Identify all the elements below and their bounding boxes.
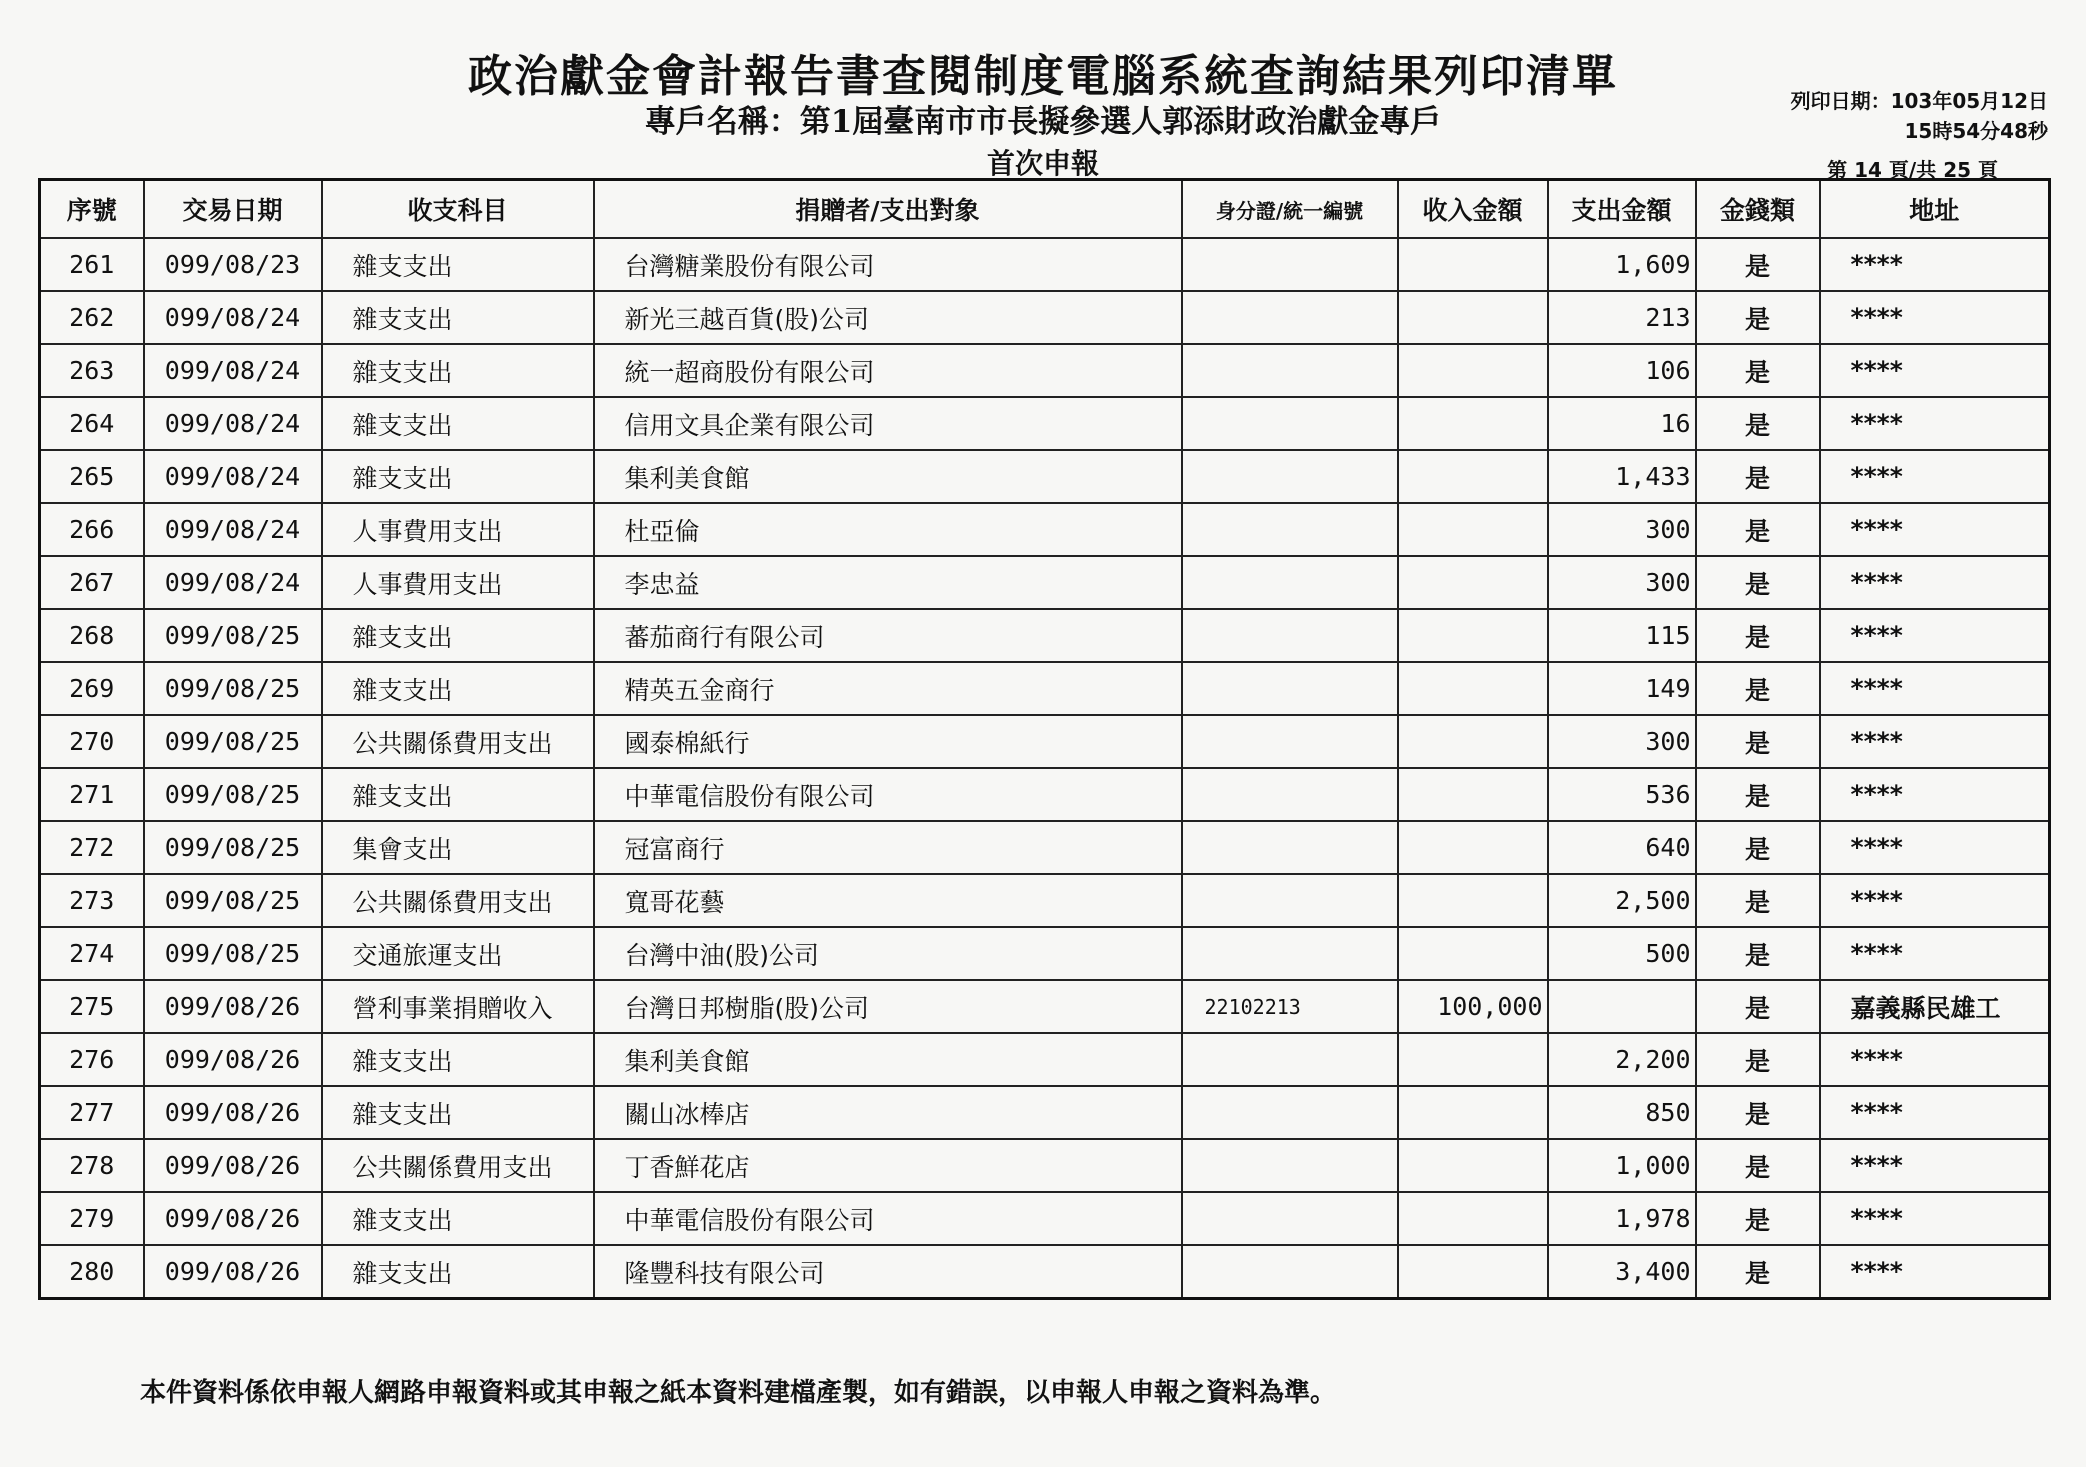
cell-id [1182, 238, 1398, 291]
cell-target: 寬哥花藝 [594, 874, 1182, 927]
table-row [40, 291, 2050, 344]
table-row [40, 821, 2050, 874]
cell-target: 冠富商行 [594, 821, 1182, 874]
cell-target: 台灣中油(股)公司 [594, 927, 1182, 980]
cell-target: 新光三越百貨(股)公司 [594, 291, 1182, 344]
col-header-income: 收入金額 [1398, 180, 1548, 239]
cell-address: **** [1820, 291, 2050, 344]
print-date: 列印日期：103年05月12日 [1790, 89, 2048, 113]
table-row [40, 1245, 2050, 1299]
cell-address: **** [1820, 1086, 2050, 1139]
cell-expense: 2,200 [1548, 1033, 1696, 1086]
col-header-category: 收支科目 [322, 180, 594, 239]
cell-target: 信用文具企業有限公司 [594, 397, 1182, 450]
table-row [40, 238, 2050, 291]
cell-address: **** [1820, 1139, 2050, 1192]
cell-income [1398, 397, 1548, 450]
table-row [40, 980, 2050, 1033]
cell-income [1398, 503, 1548, 556]
cell-money: 是 [1696, 503, 1820, 556]
cell-target: 中華電信股份有限公司 [594, 1192, 1182, 1245]
cell-id [1182, 927, 1398, 980]
cell-id [1182, 556, 1398, 609]
cell-no: 276 [40, 1033, 144, 1086]
cell-category: 公共關係費用支出 [322, 715, 594, 768]
cell-money: 是 [1696, 344, 1820, 397]
col-header-expense: 支出金額 [1548, 180, 1696, 239]
cell-id [1182, 821, 1398, 874]
cell-category: 人事費用支出 [322, 503, 594, 556]
cell-expense: 500 [1548, 927, 1696, 980]
table-row [40, 874, 2050, 927]
cell-date: 099/08/24 [144, 397, 322, 450]
cell-target: 隆豐科技有限公司 [594, 1245, 1182, 1299]
cell-income [1398, 927, 1548, 980]
cell-category: 雜支支出 [322, 1033, 594, 1086]
cell-income [1398, 556, 1548, 609]
cell-no: 263 [40, 344, 144, 397]
cell-income [1398, 874, 1548, 927]
cell-id [1182, 503, 1398, 556]
cell-money: 是 [1696, 397, 1820, 450]
cell-target: 集利美食館 [594, 450, 1182, 503]
print-time: 15時54分48秒 [1904, 119, 2048, 143]
cell-money: 是 [1696, 1086, 1820, 1139]
cell-id [1182, 715, 1398, 768]
cell-income: 100,000 [1398, 980, 1548, 1033]
cell-date: 099/08/24 [144, 291, 322, 344]
cell-expense: 640 [1548, 821, 1696, 874]
cell-no: 261 [40, 238, 144, 291]
cell-expense: 1,978 [1548, 1192, 1696, 1245]
table-row [40, 1139, 2050, 1192]
cell-no: 272 [40, 821, 144, 874]
cell-target: 關山冰棒店 [594, 1086, 1182, 1139]
col-header-id: 身分證/統一編號 [1182, 180, 1398, 239]
cell-address: **** [1820, 874, 2050, 927]
table-row [40, 1192, 2050, 1245]
table-row [40, 344, 2050, 397]
col-header-target: 捐贈者/支出對象 [594, 180, 1182, 239]
cell-target: 台灣日邦樹脂(股)公司 [594, 980, 1182, 1033]
cell-expense: 850 [1548, 1086, 1696, 1139]
cell-id [1182, 1139, 1398, 1192]
col-header-date: 交易日期 [144, 180, 322, 239]
cell-target: 統一超商股份有限公司 [594, 344, 1182, 397]
cell-income [1398, 1033, 1548, 1086]
cell-money: 是 [1696, 1033, 1820, 1086]
table-row [40, 556, 2050, 609]
cell-category: 雜支支出 [322, 1245, 594, 1299]
cell-id [1182, 768, 1398, 821]
cell-date: 099/08/26 [144, 1192, 322, 1245]
cell-id [1182, 609, 1398, 662]
cell-no: 278 [40, 1139, 144, 1192]
cell-expense: 213 [1548, 291, 1696, 344]
cell-address: **** [1820, 715, 2050, 768]
cell-category: 集會支出 [322, 821, 594, 874]
cell-no: 280 [40, 1245, 144, 1299]
cell-target: 杜亞倫 [594, 503, 1182, 556]
cell-expense: 300 [1548, 503, 1696, 556]
cell-no: 265 [40, 450, 144, 503]
cell-date: 099/08/25 [144, 609, 322, 662]
table-row [40, 609, 2050, 662]
cell-no: 275 [40, 980, 144, 1033]
cell-category: 人事費用支出 [322, 556, 594, 609]
cell-id [1182, 1033, 1398, 1086]
cell-address: **** [1820, 1192, 2050, 1245]
cell-date: 099/08/24 [144, 344, 322, 397]
cell-money: 是 [1696, 1245, 1820, 1299]
cell-expense: 149 [1548, 662, 1696, 715]
cell-income [1398, 291, 1548, 344]
cell-address: 嘉義縣民雄工 [1820, 980, 2050, 1033]
cell-expense: 106 [1548, 344, 1696, 397]
table-header-row [40, 180, 2050, 239]
cell-target: 國泰棉紙行 [594, 715, 1182, 768]
cell-id [1182, 450, 1398, 503]
cell-address: **** [1820, 1245, 2050, 1299]
cell-category: 雜支支出 [322, 397, 594, 450]
table-row [40, 768, 2050, 821]
cell-no: 274 [40, 927, 144, 980]
cell-address: **** [1820, 556, 2050, 609]
cell-date: 099/08/24 [144, 503, 322, 556]
table-row [40, 662, 2050, 715]
cell-id [1182, 1086, 1398, 1139]
cell-income [1398, 662, 1548, 715]
cell-target: 李忠益 [594, 556, 1182, 609]
cell-expense: 300 [1548, 715, 1696, 768]
footer-note: 本件資料係依申報人網路申報資料或其申報之紙本資料建檔產製，如有錯誤，以申報人申報之資料為準。 [140, 1378, 1337, 1408]
cell-address: **** [1820, 1033, 2050, 1086]
cell-no: 273 [40, 874, 144, 927]
cell-date: 099/08/25 [144, 874, 322, 927]
cell-category: 營利事業捐贈收入 [322, 980, 594, 1033]
cell-money: 是 [1696, 821, 1820, 874]
cell-category: 雜支支出 [322, 344, 594, 397]
cell-no: 269 [40, 662, 144, 715]
cell-money: 是 [1696, 238, 1820, 291]
table-row [40, 1086, 2050, 1139]
cell-id [1182, 1245, 1398, 1299]
cell-no: 262 [40, 291, 144, 344]
cell-no: 268 [40, 609, 144, 662]
cell-income [1398, 821, 1548, 874]
cell-address: **** [1820, 503, 2050, 556]
cell-expense [1548, 980, 1696, 1033]
cell-date: 099/08/26 [144, 1033, 322, 1086]
cell-date: 099/08/26 [144, 1245, 322, 1299]
cell-category: 雜支支出 [322, 768, 594, 821]
cell-expense: 1,433 [1548, 450, 1696, 503]
cell-money: 是 [1696, 609, 1820, 662]
cell-no: 271 [40, 768, 144, 821]
cell-no: 270 [40, 715, 144, 768]
cell-date: 099/08/24 [144, 450, 322, 503]
cell-id [1182, 291, 1398, 344]
cell-income [1398, 344, 1548, 397]
report-type: 首次申報 [986, 147, 1099, 180]
cell-no: 267 [40, 556, 144, 609]
cell-category: 公共關係費用支出 [322, 874, 594, 927]
cell-date: 099/08/25 [144, 662, 322, 715]
col-header-money: 金錢類 [1696, 180, 1820, 239]
cell-income [1398, 450, 1548, 503]
table-row [40, 503, 2050, 556]
cell-money: 是 [1696, 556, 1820, 609]
cell-address: **** [1820, 927, 2050, 980]
cell-category: 雜支支出 [322, 1086, 594, 1139]
cell-id [1182, 874, 1398, 927]
cell-category: 公共關係費用支出 [322, 1139, 594, 1192]
cell-category: 雜支支出 [322, 609, 594, 662]
table-row [40, 1033, 2050, 1086]
cell-date: 099/08/25 [144, 715, 322, 768]
cell-id [1182, 344, 1398, 397]
cell-money: 是 [1696, 927, 1820, 980]
cell-address: **** [1820, 768, 2050, 821]
print-date-block [1728, 86, 2048, 146]
cell-no: 266 [40, 503, 144, 556]
cell-no: 277 [40, 1086, 144, 1139]
cell-address: **** [1820, 609, 2050, 662]
cell-id: 22102213 [1182, 980, 1398, 1033]
table-row [40, 397, 2050, 450]
cell-date: 099/08/25 [144, 768, 322, 821]
cell-income [1398, 1245, 1548, 1299]
cell-target: 精英五金商行 [594, 662, 1182, 715]
cell-money: 是 [1696, 980, 1820, 1033]
cell-date: 099/08/23 [144, 238, 322, 291]
cell-id [1182, 1192, 1398, 1245]
cell-category: 雜支支出 [322, 238, 594, 291]
cell-expense: 300 [1548, 556, 1696, 609]
cell-category: 雜支支出 [322, 450, 594, 503]
cell-category: 雜支支出 [322, 291, 594, 344]
cell-date: 099/08/26 [144, 1086, 322, 1139]
page-title: 政治獻金會計報告書查閱制度電腦系統查詢結果列印清單 [468, 51, 1618, 102]
cell-date: 099/08/25 [144, 927, 322, 980]
table-row [40, 450, 2050, 503]
cell-income [1398, 715, 1548, 768]
cell-money: 是 [1696, 1139, 1820, 1192]
cell-target: 台灣糖業股份有限公司 [594, 238, 1182, 291]
cell-date: 099/08/26 [144, 980, 322, 1033]
cell-target: 集利美食館 [594, 1033, 1182, 1086]
cell-income [1398, 768, 1548, 821]
cell-expense: 1,609 [1548, 238, 1696, 291]
col-header-address: 地址 [1820, 180, 2050, 239]
cell-money: 是 [1696, 662, 1820, 715]
cell-address: **** [1820, 662, 2050, 715]
cell-income [1398, 1139, 1548, 1192]
cell-money: 是 [1696, 874, 1820, 927]
cell-expense: 2,500 [1548, 874, 1696, 927]
cell-money: 是 [1696, 291, 1820, 344]
cell-expense: 1,000 [1548, 1139, 1696, 1192]
cell-date: 099/08/26 [144, 1139, 322, 1192]
cell-id [1182, 397, 1398, 450]
cell-income [1398, 1192, 1548, 1245]
cell-money: 是 [1696, 768, 1820, 821]
cell-money: 是 [1696, 450, 1820, 503]
cell-address: **** [1820, 450, 2050, 503]
cell-category: 交通旅運支出 [322, 927, 594, 980]
cell-money: 是 [1696, 715, 1820, 768]
cell-income [1398, 1086, 1548, 1139]
cell-address: **** [1820, 397, 2050, 450]
account-name: 專戶名稱：第1屆臺南市市長擬參選人郭添財政治獻金專戶 [644, 104, 1442, 140]
table-row [40, 927, 2050, 980]
cell-category: 雜支支出 [322, 662, 594, 715]
page-info: 第 14 頁/共 25 頁 [1827, 158, 1998, 182]
table-row [40, 715, 2050, 768]
cell-money: 是 [1696, 1192, 1820, 1245]
cell-expense: 3,400 [1548, 1245, 1696, 1299]
col-header-no: 序號 [40, 180, 144, 239]
cell-no: 279 [40, 1192, 144, 1245]
cell-income [1398, 238, 1548, 291]
cell-date: 099/08/25 [144, 821, 322, 874]
cell-target: 丁香鮮花店 [594, 1139, 1182, 1192]
cell-expense: 536 [1548, 768, 1696, 821]
cell-target: 中華電信股份有限公司 [594, 768, 1182, 821]
cell-income [1398, 609, 1548, 662]
cell-no: 264 [40, 397, 144, 450]
cell-target: 蕃茄商行有限公司 [594, 609, 1182, 662]
cell-date: 099/08/24 [144, 556, 322, 609]
cell-address: **** [1820, 344, 2050, 397]
cell-address: **** [1820, 821, 2050, 874]
cell-id [1182, 662, 1398, 715]
records-table [38, 178, 2051, 1300]
cell-address: **** [1820, 238, 2050, 291]
cell-expense: 115 [1548, 609, 1696, 662]
cell-expense: 16 [1548, 397, 1696, 450]
cell-category: 雜支支出 [322, 1192, 594, 1245]
